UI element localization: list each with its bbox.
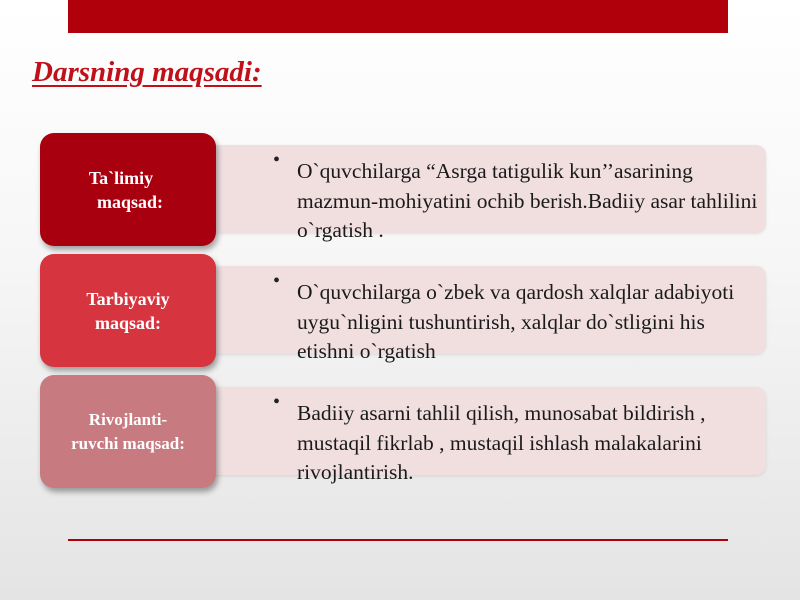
goal-label-box xyxy=(40,254,216,367)
top-decor-bar xyxy=(68,0,728,33)
bullet-icon: • xyxy=(273,149,281,171)
goal-description-box xyxy=(200,387,766,484)
goal-label-line1: Ta`limiy xyxy=(88,167,154,188)
slide-title: Darsning maqsadi: xyxy=(32,56,262,88)
bullet-icon: • xyxy=(273,270,281,292)
goal-description-box xyxy=(200,266,766,363)
bullet-icon: • xyxy=(273,391,281,413)
goal-label-box xyxy=(40,133,216,246)
goal-label-box xyxy=(40,375,216,488)
goal-row-educational xyxy=(40,133,766,243)
goal-label-line2: ruvchi maqsad: xyxy=(71,433,185,453)
goal-label-line1: Rivojlanti- xyxy=(88,409,168,429)
goal-description-text: O`quvchilarga o`zbek va qardosh xalqlar adabiyoti uygu`nligini tushuntirish, xalqlar do`stligini his etishni o`rgatish xyxy=(297,280,735,363)
goal-row-upbringing xyxy=(40,254,766,364)
goal-description-box xyxy=(200,145,766,242)
bottom-divider xyxy=(68,539,728,541)
goal-description-text: O`quvchilarga “Asrga tatigulik kun’’asarining mazmun-mohiyatini ochib berish.Badiiy asar tahlilini o`rgatish . xyxy=(297,159,758,242)
goal-description-text: Badiiy asarni tahlil qilish, munosabat bildirish , mustaqil fikrlab , mustaqil ishlash malakalarini rivojlantirish. xyxy=(297,401,706,484)
goal-label-line2: maqsad: xyxy=(96,191,163,212)
goal-label-line1: Tarbiyaviy xyxy=(86,288,170,309)
goal-label-line2: maqsad: xyxy=(94,312,161,333)
goal-row-developmental xyxy=(40,375,766,485)
